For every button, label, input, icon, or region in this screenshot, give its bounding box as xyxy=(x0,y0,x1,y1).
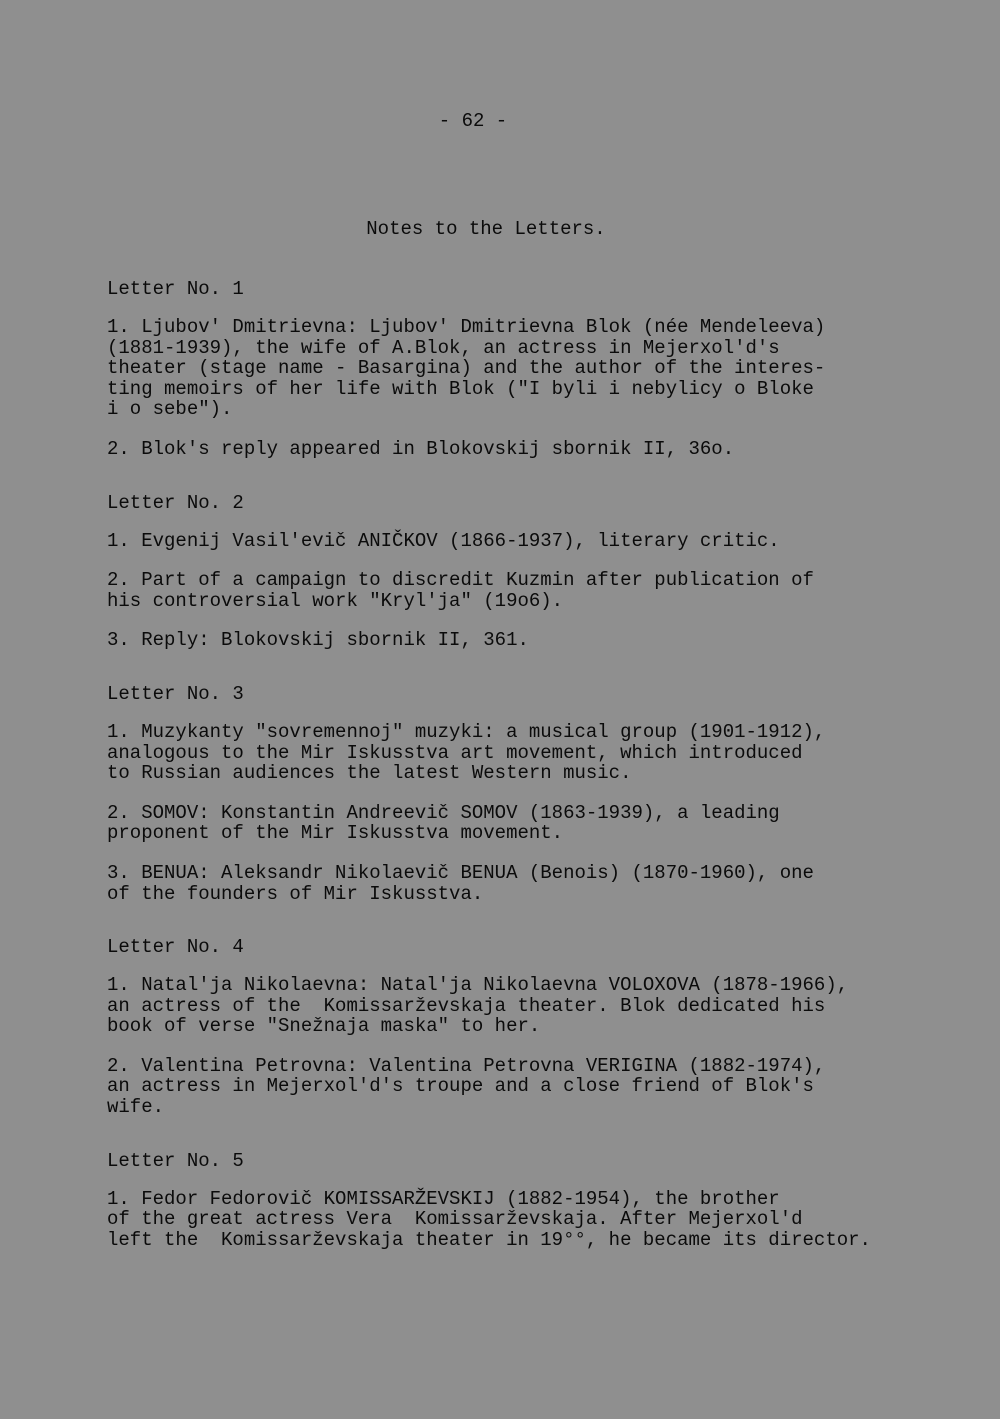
note-item: 3. Reply: Blokovskij sbornik II, 361. xyxy=(107,629,529,652)
letter-heading: Letter No. 5 xyxy=(107,1149,244,1172)
notes-title: Notes to the Letters. xyxy=(366,218,606,240)
letter-section xyxy=(107,683,927,904)
letter-section xyxy=(107,278,927,460)
notes-sections xyxy=(107,278,927,1282)
note-item: 1. Muzykanty "sovremennoj" muzyki: a musical group (1901-1912), analogous to the Mir Iskusstva art movement, which introduced to Russian audiences the latest Western music. xyxy=(107,720,826,785)
letter-section xyxy=(107,936,927,1118)
note-item: 2. Blok's reply appeared in Blokovskij sbornik II, 36o. xyxy=(107,437,735,460)
letter-section xyxy=(107,1150,927,1251)
note-item: 2. Part of a campaign to discredit Kuzmin after publication of his controversial work "Kryl'ja" (19o6). xyxy=(107,569,814,612)
letter-heading: Letter No. 4 xyxy=(107,936,244,959)
letter-heading: Letter No. 1 xyxy=(107,278,244,300)
letter-heading: Letter No. 3 xyxy=(107,682,244,705)
page-number: - 62 - xyxy=(438,110,508,132)
letter-heading: Letter No. 2 xyxy=(107,491,244,514)
note-item: 1. Fedor Fedorovič KOMISSARŽEVSKIJ (1882-1954), the brother of the great actress Vera Komissarževskaja. After Mejerxol'd left the Komissarževskaja theater in 19°°, he became its director. xyxy=(107,1187,871,1251)
note-item: 3. BENUA: Aleksandr Nikolaevič BENUA (Benois) (1870-1960), one of the founders of Mir Iskusstva. xyxy=(107,861,814,905)
note-item: 2. Valentina Petrovna: Valentina Petrovna VERIGINA (1882-1974), an actress in Mejerxol'd's troupe and a close friend of Blok's wife. xyxy=(107,1054,826,1119)
note-item: 1. Evgenij Vasil'evič ANIČKOV (1866-1937), literary critic. xyxy=(107,529,780,552)
note-item: 1. Natal'ja Nikolaevna: Natal'ja Nikolaevna VOLOXOVA (1878-1966), an actress of the Komissarževskaja theater. Blok dedicated his book of verse "Snežnaja maska" to her. xyxy=(107,974,849,1038)
note-item: 1. Ljubov' Dmitrievna: Ljubov' Dmitrievna Blok (née Mendeleeva) (1881-1939), the wife of A.Blok, an actress in Mejerxol'd's theater (stage name - Basargina) and the author of the interes- ting memoirs of her life with Blok ("I byli i nebylicy o Bloke i o sebe"). xyxy=(107,316,826,421)
letter-section xyxy=(107,492,927,651)
note-item: 2. SOMOV: Konstantin Andreevič SOMOV (1863-1939), a leading proponent of the Mir Iskusstva movement. xyxy=(107,801,780,845)
